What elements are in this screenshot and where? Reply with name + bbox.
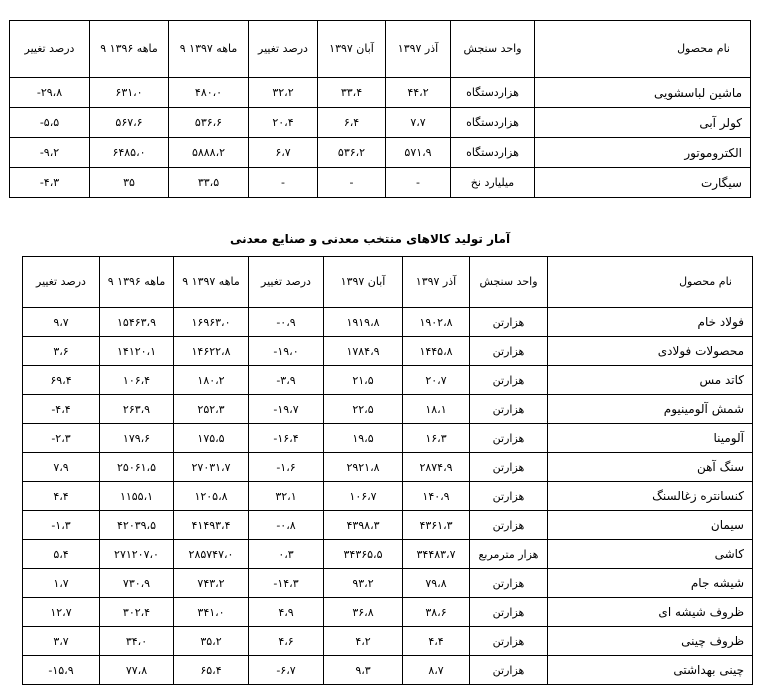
table-row	[23, 424, 753, 453]
cell-pct-change-9m: ۵،۴	[23, 540, 100, 569]
cell-product-name: سیمان	[548, 511, 753, 540]
cell-pct-change-9m: ۹،۷	[23, 308, 100, 337]
table-row	[23, 482, 753, 511]
cell-product-name: سیگارت	[535, 168, 751, 198]
cell-aban-1397: ۶،۴	[318, 108, 386, 138]
cell-aban-1397: ۱۹۱۹،۸	[324, 308, 403, 337]
cell-product-name: چینی بهداشتی	[548, 656, 753, 685]
cell-unit: هزارتن	[470, 627, 548, 656]
cell-pct-change-month: -۱۹،۷	[249, 395, 324, 424]
cell-product-name: فولاد خام	[548, 308, 753, 337]
table-2-title: آمار تولید کالاهای منتخب معدنی و صنایع معدنی	[229, 232, 511, 246]
header-9m-1396: ۹ ماهه ۱۳۹۶	[100, 257, 174, 308]
cell-aban-1397: ۹،۳	[324, 656, 403, 685]
header-9m-1396: ۹ ماهه ۱۳۹۶	[90, 21, 169, 78]
cell-9m-1396: ۲۶۳،۹	[100, 395, 174, 424]
cell-9m-1397: ۴۸۰،۰	[169, 78, 249, 108]
cell-unit: میلیارد نخ	[451, 168, 535, 198]
table-row	[23, 598, 753, 627]
cell-pct-change-month: -۱۹،۰	[249, 337, 324, 366]
cell-azar-1397: ۱۶،۳	[403, 424, 470, 453]
cell-product-name: کاتد مس	[548, 366, 753, 395]
cell-azar-1397: ۳۴۴۸۳،۷	[403, 540, 470, 569]
table-row	[23, 453, 753, 482]
cell-aban-1397: ۹۳،۲	[324, 569, 403, 598]
cell-aban-1397: -	[318, 168, 386, 198]
header-unit: واحد سنجش	[470, 257, 548, 308]
cell-aban-1397: ۲۹۲۱،۸	[324, 453, 403, 482]
cell-pct-change-month: -۱۴،۳	[249, 569, 324, 598]
cell-unit: هزارتن	[470, 366, 548, 395]
cell-azar-1397: ۴۳۶۱،۳	[403, 511, 470, 540]
table-row	[23, 395, 753, 424]
header-9m-1397: ۹ ماهه ۱۳۹۷	[174, 257, 249, 308]
cell-9m-1397: ۵۳۶،۶	[169, 108, 249, 138]
cell-aban-1397: ۴۳۹۸،۳	[324, 511, 403, 540]
cell-9m-1397: ۳۳،۵	[169, 168, 249, 198]
cell-aban-1397: ۴،۲	[324, 627, 403, 656]
table-row	[23, 511, 753, 540]
cell-aban-1397: ۲۱،۵	[324, 366, 403, 395]
table-1	[9, 20, 751, 198]
cell-pct-change-9m: ۷،۹	[23, 453, 100, 482]
cell-9m-1397: ۶۵،۴	[174, 656, 249, 685]
cell-unit: هزارتن	[470, 598, 548, 627]
cell-unit: هزارتن	[470, 569, 548, 598]
header-unit: واحد سنجش	[451, 21, 535, 78]
cell-unit: هزاردستگاه	[451, 78, 535, 108]
cell-pct-change-month: ۴،۹	[249, 598, 324, 627]
cell-product-name: کولر آبی	[535, 108, 751, 138]
cell-pct-change-month: ۲۰،۴	[249, 108, 318, 138]
cell-pct-change-9m: ۱،۷	[23, 569, 100, 598]
cell-pct-change-9m: -۲۹،۸	[10, 78, 90, 108]
table-row	[23, 627, 753, 656]
table-row	[23, 308, 753, 337]
cell-pct-change-9m: -۱،۳	[23, 511, 100, 540]
cell-pct-change-9m: ۴،۴	[23, 482, 100, 511]
header-aban-1397: آبان ۱۳۹۷	[324, 257, 403, 308]
header-product-name: نام محصول	[535, 21, 751, 78]
cell-pct-change-9m: -۲،۳	[23, 424, 100, 453]
cell-azar-1397: ۷،۷	[386, 108, 451, 138]
cell-product-name: آلومینا	[548, 424, 753, 453]
cell-azar-1397: ۴،۴	[403, 627, 470, 656]
cell-pct-change-month: ۳۲،۲	[249, 78, 318, 108]
cell-aban-1397: ۳۶،۸	[324, 598, 403, 627]
cell-pct-change-9m: -۴،۳	[10, 168, 90, 198]
cell-9m-1397: ۳۴۱،۰	[174, 598, 249, 627]
cell-product-name: ظروف شیشه ای	[548, 598, 753, 627]
table-row	[23, 656, 753, 685]
cell-unit: هزاردستگاه	[451, 108, 535, 138]
cell-unit: هزارتن	[470, 337, 548, 366]
header-pct-change-9m: درصد تغییر	[10, 21, 90, 78]
header-pct-change-9m: درصد تغییر	[23, 257, 100, 308]
cell-pct-change-9m: -۹،۲	[10, 138, 90, 168]
header-aban-1397: آبان ۱۳۹۷	[318, 21, 386, 78]
cell-aban-1397: ۱۷۸۴،۹	[324, 337, 403, 366]
cell-pct-change-month: -۱،۶	[249, 453, 324, 482]
cell-azar-1397: ۳۸،۶	[403, 598, 470, 627]
cell-9m-1397: ۴۱۴۹۳،۴	[174, 511, 249, 540]
cell-pct-change-month: ۳۲،۱	[249, 482, 324, 511]
cell-azar-1397: ۴۴،۲	[386, 78, 451, 108]
cell-azar-1397: ۱۴۴۵،۸	[403, 337, 470, 366]
cell-9m-1396: ۶۴۸۵،۰	[90, 138, 169, 168]
cell-9m-1396: ۱۰۶،۴	[100, 366, 174, 395]
cell-9m-1396: ۶۳۱،۰	[90, 78, 169, 108]
cell-pct-change-9m: -۱۵،۹	[23, 656, 100, 685]
cell-pct-change-9m: -۵،۵	[10, 108, 90, 138]
cell-aban-1397: ۳۳،۴	[318, 78, 386, 108]
cell-product-name: سنگ آهن	[548, 453, 753, 482]
table-row	[23, 569, 753, 598]
cell-9m-1396: ۲۵۰۶۱،۵	[100, 453, 174, 482]
cell-9m-1397: ۵۸۸۸،۲	[169, 138, 249, 168]
header-9m-1397: ۹ ماهه ۱۳۹۷	[169, 21, 249, 78]
cell-unit: هزارتن	[470, 453, 548, 482]
cell-unit: هزاردستگاه	[451, 138, 535, 168]
cell-product-name: شیشه جام	[548, 569, 753, 598]
cell-pct-change-month: ۶،۷	[249, 138, 318, 168]
cell-unit: هزارتن	[470, 482, 548, 511]
cell-azar-1397: ۵۷۱،۹	[386, 138, 451, 168]
cell-pct-change-month: ۴،۶	[249, 627, 324, 656]
table-2	[22, 256, 753, 685]
table-row	[10, 138, 751, 168]
cell-pct-change-month: -۶،۷	[249, 656, 324, 685]
cell-9m-1396: ۱۴۱۲۰،۱	[100, 337, 174, 366]
cell-aban-1397: ۱۹،۵	[324, 424, 403, 453]
cell-9m-1396: ۳۰۲،۴	[100, 598, 174, 627]
cell-unit: هزارتن	[470, 395, 548, 424]
header-azar-1397: آذر ۱۳۹۷	[386, 21, 451, 78]
cell-azar-1397: -	[386, 168, 451, 198]
table-row	[10, 108, 751, 138]
table-row	[10, 168, 751, 198]
cell-product-name: الکتروموتور	[535, 138, 751, 168]
cell-9m-1397: ۷۴۳،۲	[174, 569, 249, 598]
cell-9m-1396: ۴۲۰۳۹،۵	[100, 511, 174, 540]
cell-9m-1396: ۳۵	[90, 168, 169, 198]
cell-pct-change-month: -۳،۹	[249, 366, 324, 395]
cell-unit: هزارتن	[470, 511, 548, 540]
cell-9m-1397: ۳۵،۲	[174, 627, 249, 656]
cell-9m-1397: ۱۷۵،۵	[174, 424, 249, 453]
cell-pct-change-month: -۰،۸	[249, 511, 324, 540]
cell-product-name: ظروف چینی	[548, 627, 753, 656]
header-product-name: نام محصول	[548, 257, 753, 308]
table-row	[23, 540, 753, 569]
cell-pct-change-month: -	[249, 168, 318, 198]
cell-unit: هزارتن	[470, 656, 548, 685]
cell-9m-1396: ۷۷،۸	[100, 656, 174, 685]
cell-9m-1397: ۱۸۰،۲	[174, 366, 249, 395]
cell-product-name: محصولات فولادی	[548, 337, 753, 366]
cell-product-name: شمش آلومینیوم	[548, 395, 753, 424]
table-row	[23, 337, 753, 366]
cell-azar-1397: ۸،۷	[403, 656, 470, 685]
header-azar-1397: آذر ۱۳۹۷	[403, 257, 470, 308]
cell-pct-change-9m: ۳،۷	[23, 627, 100, 656]
cell-product-name: کاشی	[548, 540, 753, 569]
cell-pct-change-month: -۱۶،۴	[249, 424, 324, 453]
cell-9m-1396: ۷۳۰،۹	[100, 569, 174, 598]
cell-azar-1397: ۲۰،۷	[403, 366, 470, 395]
cell-pct-change-month: -۰،۹	[249, 308, 324, 337]
table-row	[23, 366, 753, 395]
header-pct-change-month: درصد تغییر	[249, 257, 324, 308]
cell-9m-1396: ۱۱۵۵،۱	[100, 482, 174, 511]
cell-9m-1396: ۱۷۹،۶	[100, 424, 174, 453]
cell-9m-1397: ۱۶۹۶۳،۰	[174, 308, 249, 337]
cell-aban-1397: ۲۲،۵	[324, 395, 403, 424]
cell-9m-1396: ۳۴،۰	[100, 627, 174, 656]
cell-9m-1397: ۲۵۲،۳	[174, 395, 249, 424]
cell-product-name: ماشین لباسشویی	[535, 78, 751, 108]
table-row	[10, 78, 751, 108]
cell-unit: هزارتن	[470, 308, 548, 337]
cell-9m-1396: ۵۶۷،۶	[90, 108, 169, 138]
cell-9m-1397: ۲۸۵۷۴۷،۰	[174, 540, 249, 569]
cell-9m-1397: ۱۴۶۲۲،۸	[174, 337, 249, 366]
cell-9m-1396: ۱۵۴۶۳،۹	[100, 308, 174, 337]
cell-unit: هزار مترمربع	[470, 540, 548, 569]
cell-pct-change-9m: ۶۹،۴	[23, 366, 100, 395]
header-pct-change-month: درصد تغییر	[249, 21, 318, 78]
cell-9m-1397: ۲۷۰۳۱،۷	[174, 453, 249, 482]
cell-azar-1397: ۲۸۷۴،۹	[403, 453, 470, 482]
cell-9m-1396: ۲۷۱۲۰۷،۰	[100, 540, 174, 569]
cell-aban-1397: ۱۰۶،۷	[324, 482, 403, 511]
cell-aban-1397: ۵۳۶،۲	[318, 138, 386, 168]
cell-pct-change-month: ۰،۳	[249, 540, 324, 569]
cell-azar-1397: ۱۹۰۲،۸	[403, 308, 470, 337]
cell-unit: هزارتن	[470, 424, 548, 453]
cell-azar-1397: ۱۴۰،۹	[403, 482, 470, 511]
cell-pct-change-9m: ۳،۶	[23, 337, 100, 366]
cell-azar-1397: ۱۸،۱	[403, 395, 470, 424]
cell-product-name: کنسانتره زغالسنگ	[548, 482, 753, 511]
cell-aban-1397: ۳۴۳۶۵،۵	[324, 540, 403, 569]
cell-pct-change-9m: ۱۲،۷	[23, 598, 100, 627]
cell-9m-1397: ۱۲۰۵،۸	[174, 482, 249, 511]
cell-pct-change-9m: -۴،۴	[23, 395, 100, 424]
cell-azar-1397: ۷۹،۸	[403, 569, 470, 598]
